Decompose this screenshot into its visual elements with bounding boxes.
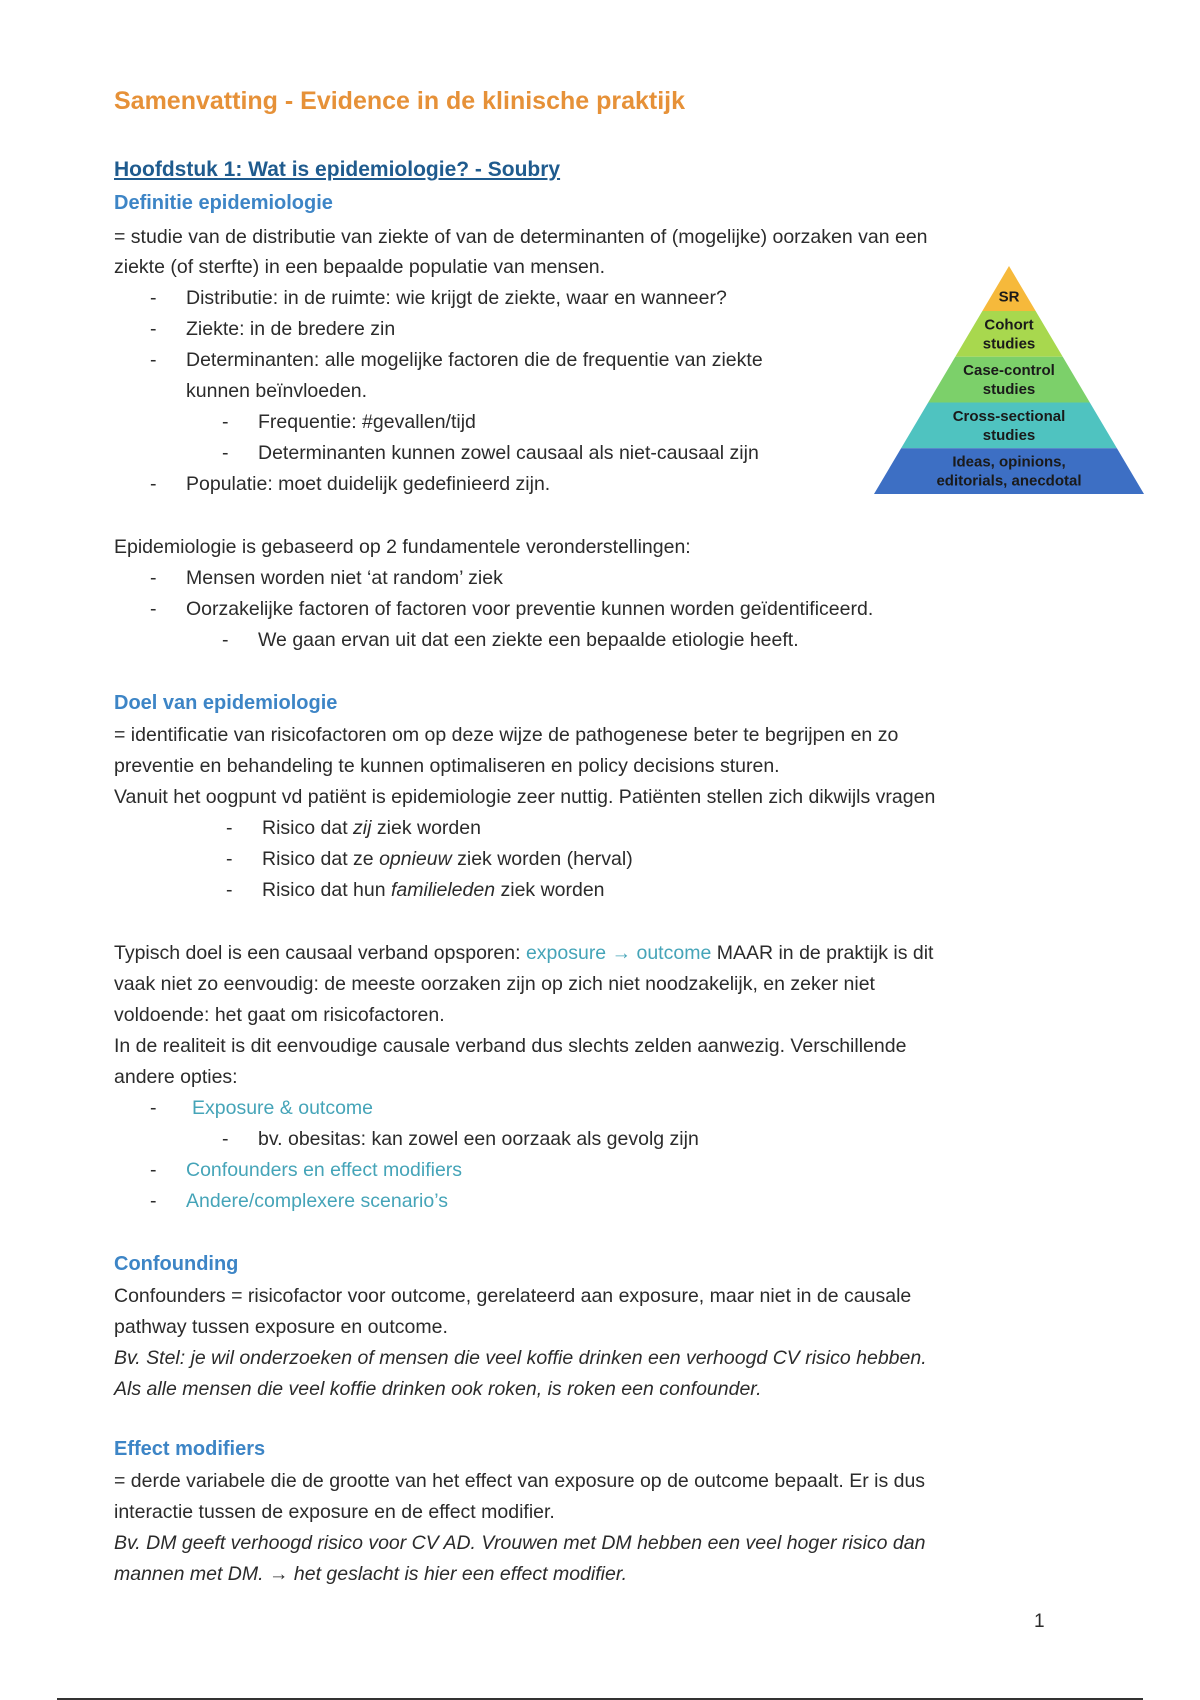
- paragraph-line: interactie tussen de exposure en de effect modifier.: [114, 1501, 555, 1523]
- pyramid-level-label: SR: [998, 288, 1020, 306]
- sub-list-item: - bv. obesitas: kan zowel een oorzaak als gevolg zijn: [222, 1128, 699, 1150]
- document-title: Samenvatting - Evidence in de klinische praktijk: [114, 87, 686, 115]
- pyramid-level-label: Case-control: [963, 362, 1055, 380]
- pyramid-level-label: Cross-sectional: [952, 407, 1066, 425]
- example-line: mannen met DM. → het geslacht is hier een effect modifier.: [114, 1563, 628, 1585]
- sub-list-item: - Frequentie: #gevallen/tijd: [222, 411, 476, 433]
- page-number: 1: [1034, 1611, 1045, 1632]
- list-item: - Populatie: moet duidelijk gedefinieerd zijn.: [150, 473, 551, 495]
- evidence-pyramid: [874, 266, 1144, 494]
- paragraph-line: In de realiteit is dit eenvoudige causale verband dus slechts zelden aanwezig. Verschillende: [114, 1035, 907, 1057]
- paragraph-line: = identificatie van risicofactoren om op deze wijze de pathogenese beter te begrijpen en zo: [114, 724, 899, 746]
- list-item: - Distributie: in de ruimte: wie krijgt de ziekte, waar en wanneer?: [150, 287, 727, 309]
- list-item: - Mensen worden niet ‘at random’ ziek: [150, 567, 503, 589]
- section-heading-confounding: Confounding: [114, 1253, 239, 1275]
- list-item: - Risico dat zij ziek worden: [226, 817, 481, 839]
- list-item: - Risico dat ze opnieuw ziek worden (herval): [226, 848, 633, 870]
- sub-list-item: - Determinanten kunnen zowel causaal als niet-causaal zijn: [222, 442, 759, 464]
- list-item: - Exposure & outcome: [150, 1097, 374, 1119]
- exposure-outcome-term: exposure → outcome: [525, 942, 712, 964]
- sub-list-item: - We gaan ervan uit dat een ziekte een bepaalde etiologie heeft.: [222, 629, 799, 651]
- list-item: - Andere/complexere scenario’s: [150, 1190, 448, 1212]
- pyramid-level-label: studies: [982, 381, 1036, 399]
- paragraph-line: Vanuit het oogpunt vd patiënt is epidemiologie zeer nuttig. Patiënten stellen zich dikwijls vragen: [114, 786, 936, 808]
- section-heading-effect-modifiers: Effect modifiers: [114, 1438, 266, 1460]
- example-line: Als alle mensen die veel koffie drinken ook roken, is roken een confounder.: [114, 1378, 762, 1400]
- example-line: Bv. DM geeft verhoogd risico voor CV AD. Vrouwen met DM hebben een veel hoger risico dan: [114, 1532, 926, 1554]
- paragraph-line: Typisch doel is een causaal verband opsporen: exposure → outcome MAAR in de praktijk is dit: [114, 942, 934, 964]
- paragraph-line: ziekte (of sterfte) in een bepaalde populatie van mensen.: [114, 256, 606, 278]
- paragraph-line: = studie van de distributie van ziekte of van de determinanten of (mogelijke) oorzaken van een: [114, 226, 928, 248]
- list-item: - Determinanten: alle mogelijke factoren die de frequentie van ziekte: [150, 349, 763, 371]
- paragraph-line: Epidemiologie is gebaseerd op 2 fundamentele veronderstellingen:: [114, 536, 691, 558]
- pyramid-level-label: Cohort: [984, 316, 1034, 334]
- paragraph-line: voldoende: het gaat om risicofactoren.: [114, 1004, 445, 1026]
- pyramid-level-label: editorials, anecdotal: [936, 472, 1082, 490]
- paragraph-line: = derde variabele die de grootte van het effect van exposure op de outcome bepaalt. Er is dus: [114, 1470, 926, 1492]
- list-item-continuation: kunnen beïnvloeden.: [186, 380, 368, 402]
- list-item: - Ziekte: in de bredere zin: [150, 318, 396, 340]
- pyramid-level-label: studies: [982, 426, 1036, 444]
- paragraph-line: pathway tussen exposure en outcome.: [114, 1316, 448, 1338]
- pyramid-level-label: Ideas, opinions,: [952, 453, 1066, 471]
- chapter-heading: Hoofdstuk 1: Wat is epidemiologie? - Soubry: [114, 158, 561, 181]
- pyramid-level-label: studies: [982, 335, 1036, 353]
- paragraph-line: andere opties:: [114, 1066, 238, 1088]
- paragraph-line: preventie en behandeling te kunnen optimaliseren en policy decisions sturen.: [114, 755, 780, 777]
- list-item: - Risico dat hun familieleden ziek worden: [226, 879, 605, 901]
- paragraph-line: Confounders = risicofactor voor outcome, gerelateerd aan exposure, maar niet in de causale: [114, 1285, 912, 1307]
- paragraph-line: vaak niet zo eenvoudig: de meeste oorzaken zijn op zich niet noodzakelijk, en zeker niet: [114, 973, 875, 995]
- list-item: - Oorzakelijke factoren of factoren voor preventie kunnen worden geïdentificeerd.: [150, 598, 874, 620]
- list-item: - Confounders en effect modifiers: [150, 1159, 463, 1181]
- section-heading-definitie: Definitie epidemiologie: [114, 192, 333, 214]
- example-line: Bv. Stel: je wil onderzoeken of mensen die veel koffie drinken een verhoogd CV risico hebben.: [114, 1347, 927, 1369]
- section-heading-doel: Doel van epidemiologie: [114, 692, 338, 714]
